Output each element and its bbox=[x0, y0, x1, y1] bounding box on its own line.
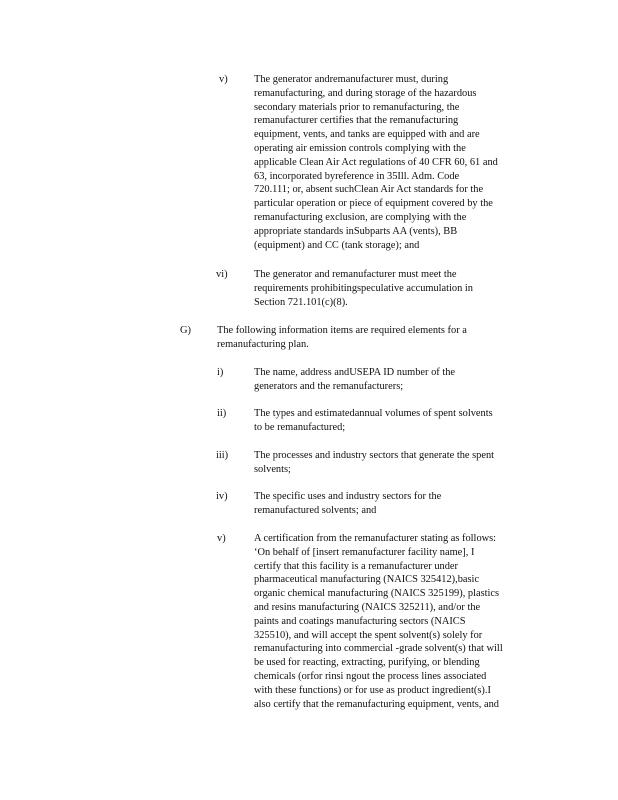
text-line: particular operation or piece of equipment covered by the bbox=[254, 198, 493, 210]
text-line: ‘On behalf of [insert remanufacturer facility name], I bbox=[254, 546, 475, 558]
text-line: The name, address andUSEPA ID number of the bbox=[254, 367, 456, 378]
text-line: and resins manufacturing (NAICS 325211), and/or the bbox=[254, 601, 481, 613]
item-label: v) bbox=[217, 533, 226, 544]
text-line: chemicals (orfor rinsi ngout the process lines associated bbox=[254, 670, 487, 682]
item-text bbox=[254, 268, 536, 309]
text-line: (equipment) and CC (tank storage); and bbox=[254, 239, 420, 251]
text-line: remanufacturing, and during storage of the hazardous bbox=[254, 87, 477, 99]
text-line: A certification from the remanufacturer stating as follows: bbox=[254, 533, 497, 544]
text-line: The generator and remanufacturer must meet the bbox=[254, 269, 457, 280]
text-line: solvents; bbox=[254, 463, 291, 475]
text-line: remanufactured solvents; and bbox=[254, 504, 377, 516]
item-label: vi) bbox=[216, 269, 228, 280]
section-text bbox=[217, 324, 507, 352]
text-line: paints and coatings manufacturing sectors (NAICS bbox=[254, 615, 466, 627]
text-line: secondary materials prior to remanufacturing, the bbox=[254, 101, 460, 113]
item-label: iv) bbox=[216, 491, 228, 502]
text-line: to be remanufactured; bbox=[254, 421, 346, 433]
text-line: The following information items are required elements for a bbox=[217, 325, 467, 336]
item-text bbox=[254, 366, 536, 394]
item-text bbox=[254, 490, 536, 518]
item-label: v) bbox=[219, 74, 228, 85]
item-label: iii) bbox=[216, 450, 229, 461]
text-line: The processes and industry sectors that generate the spent bbox=[254, 450, 495, 461]
text-line: appropriate standards inSubparts AA (vents), BB bbox=[254, 225, 458, 237]
text-line: 63, incorporated byreference in 35Ill. Adm. Code bbox=[254, 170, 460, 182]
text-line: 720.111; or, absent suchClean Air Act standards for the bbox=[254, 184, 484, 196]
item-text bbox=[254, 73, 536, 252]
item-text bbox=[254, 532, 538, 711]
text-line: 325510), and will accept the spent solvent(s) solely for bbox=[254, 629, 483, 641]
text-line: Section 721.101(c)(8). bbox=[254, 296, 348, 308]
text-line: generators and the remanufacturers; bbox=[254, 380, 404, 392]
text-line: be used for reacting, extracting, purifying, or blending bbox=[254, 657, 480, 669]
text-line: pharmaceutical manufacturing (NAICS 325412),basic bbox=[254, 574, 480, 586]
text-line: operating air emission controls complying with the bbox=[254, 142, 466, 154]
item-text bbox=[254, 449, 536, 477]
text-line: The specific uses and industry sectors for the bbox=[254, 491, 442, 502]
item-label: i) bbox=[217, 367, 224, 378]
text-line: remanufacturer certifies that the remanufacturing bbox=[254, 115, 459, 127]
text-line: equipment, vents, and tanks are equipped with and are bbox=[254, 129, 480, 141]
text-line: organic chemical manufacturing (NAICS 325199), plastics bbox=[254, 588, 500, 600]
item-label: ii) bbox=[217, 408, 227, 419]
text-line: with these functions) or for use as product ingredient(s).I bbox=[254, 684, 491, 696]
text-line: certify that this facility is a remanufacturer under bbox=[254, 560, 458, 572]
text-line: applicable Clean Air Act regulations of 40 CFR 60, 61 and bbox=[254, 156, 498, 168]
text-line: remanufacturing exclusion, are complying with the bbox=[254, 211, 467, 223]
text-line: remanufacturing plan. bbox=[217, 338, 309, 350]
item-text bbox=[254, 407, 536, 435]
text-line: remanufacturing into commercial -grade solvent(s) that will bbox=[254, 643, 503, 655]
section-label: G) bbox=[180, 325, 191, 336]
text-line: The generator andremanufacturer must, during bbox=[254, 74, 449, 85]
text-line: also certify that the remanufacturing equipment, vents, and bbox=[254, 698, 499, 710]
text-line: requirements prohibitingspeculative accumulation in bbox=[254, 282, 474, 294]
text-line: The types and estimatedannual volumes of spent solvents bbox=[254, 408, 493, 419]
